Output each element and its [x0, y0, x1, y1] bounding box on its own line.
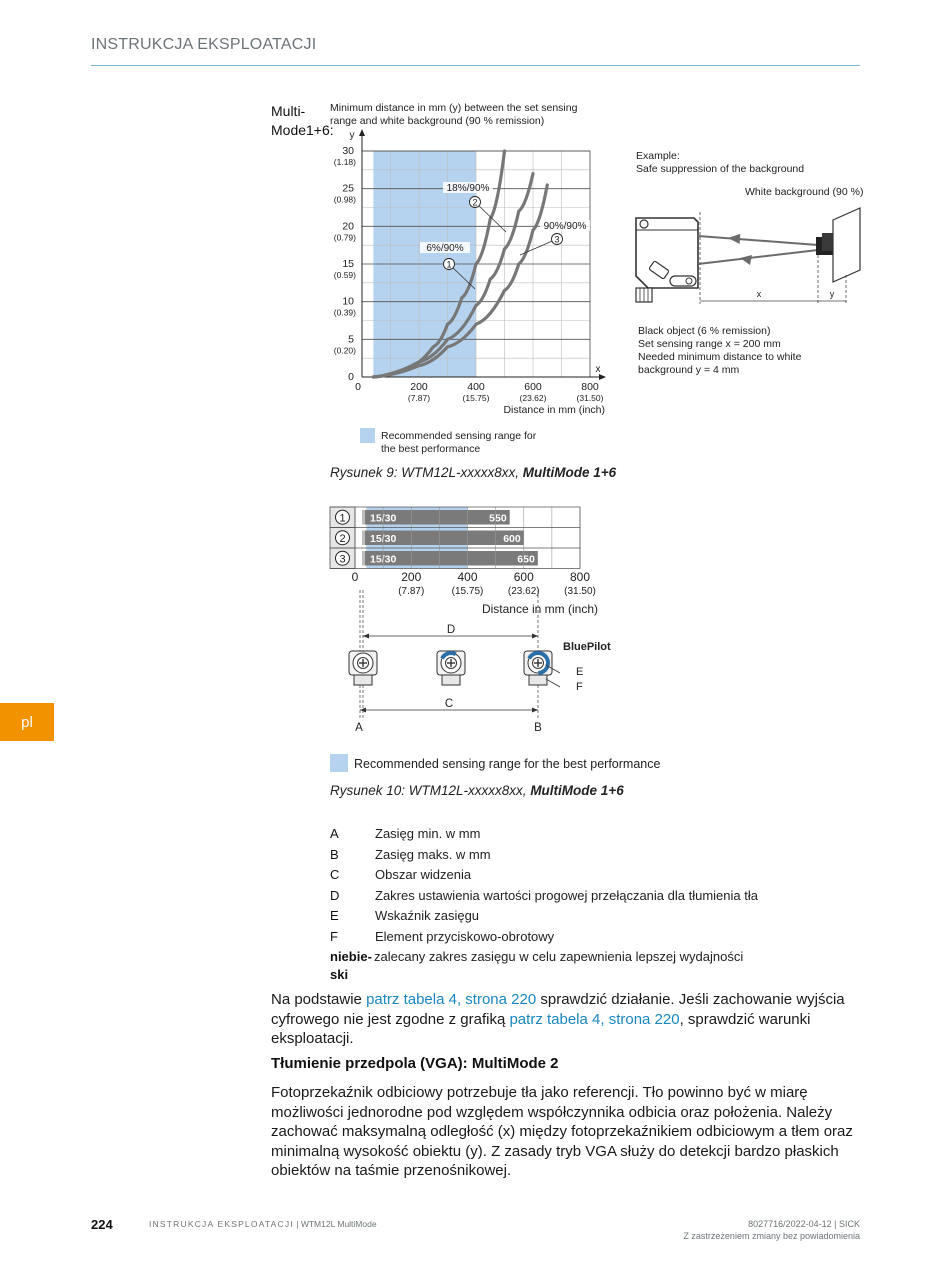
- caption-prefix: Rysunek 9: WTM12L-xxxxx8xx,: [330, 465, 523, 480]
- y-tick-label: 0: [348, 371, 354, 383]
- x-axis-label: x: [595, 364, 601, 375]
- footer-reference: [683, 1218, 860, 1242]
- definition-row: [330, 928, 860, 949]
- x-tick-label: 800: [569, 570, 591, 584]
- knob-base: [354, 675, 372, 685]
- label-D: D: [446, 624, 456, 636]
- page-header-title: INSTRUKCJA EKSPLOATACJI: [91, 36, 317, 53]
- bluepilot-knob-icon: [437, 651, 465, 685]
- legend-text: Recommended sensing range for the best performance: [381, 430, 537, 455]
- x-tick-label: 600: [524, 381, 542, 393]
- dim-x-label: x: [756, 289, 762, 299]
- label-E: E: [576, 666, 584, 678]
- max-range-label: 650: [517, 553, 535, 566]
- y-tick-sublabel: (1.18): [333, 157, 356, 167]
- dim-y-label: y: [829, 289, 835, 299]
- min-range-marker: [362, 510, 365, 525]
- label-B: B: [534, 722, 542, 734]
- mode-label: Multi-Mode1+6:: [271, 103, 334, 138]
- footer-doc-name: INSTRUKCJA EKSPLOATACJI: [149, 1219, 294, 1229]
- curve-leader-line: [520, 239, 557, 255]
- example-note: Set sensing range x = 200 mm: [638, 338, 781, 350]
- definition-term: niebie-ski: [330, 949, 372, 982]
- x-tick-sublabel: (31.50): [576, 393, 604, 403]
- x-tick-sublabel: (15.75): [462, 393, 490, 403]
- definition-term: B: [330, 846, 339, 862]
- curve-label: 18%/90%: [446, 183, 490, 194]
- x-tick-label: 200: [401, 570, 422, 584]
- white-background-label: White background (90 %): [745, 186, 864, 198]
- label-F: F: [576, 681, 583, 693]
- min-range-label: 15/30: [370, 553, 397, 566]
- paragraph-text: sprawdzić działanie. Jeśli zachowanie wyjścia cyfrowego nie jest zgodne z grafiką: [271, 991, 845, 1028]
- table-link[interactable]: patrz tabela 4, strona 220: [366, 991, 537, 1008]
- definition-row: [330, 846, 860, 867]
- definition-desc: Zasięg maks. w mm: [375, 846, 491, 862]
- x-tick-label: 200: [410, 381, 428, 393]
- curve-label: 90%/90%: [543, 221, 587, 232]
- y-tick-label: 5: [348, 333, 354, 346]
- min-range-marker: [362, 551, 365, 566]
- curve-label: 6%/90%: [426, 243, 464, 254]
- figure10-caption: [330, 783, 624, 798]
- figure10-diagram: [328, 505, 628, 745]
- x-tick-sublabel: (7.87): [398, 586, 425, 597]
- y-tick-label: 15: [342, 258, 354, 270]
- min-range-label: 15/30: [370, 512, 397, 525]
- paragraph-vga: Fotoprzekaźnik odbiciowy potrzebuje tła jako referencji. Tło powinno być w miarę możliwości jednorodne pod względem współczynnika odbicia oraz położenia. Należy zachować maksymalną odległość (x) między fotoprzekaźnikiem odbiciowym a tłem oraz minimalną wysokość obiektu (y). Z zasady tryb VGA służy do detekcji bardzo płaskich obiektów na taśmie przenośnikowej.: [271, 1084, 853, 1179]
- x-tick-label: 600: [513, 570, 534, 584]
- x-tick-label: 800: [581, 381, 599, 393]
- header-divider: [91, 65, 860, 66]
- figure9-caption: [330, 465, 616, 480]
- x-tick-sublabel: (15.75): [451, 586, 484, 597]
- label-C: C: [444, 698, 454, 710]
- definition-term: D: [330, 887, 340, 903]
- row-marker-number: 2: [339, 532, 346, 545]
- paragraph-check: [271, 990, 861, 1049]
- figure9-chart: [320, 125, 620, 425]
- legend-swatch: [330, 754, 348, 772]
- x-tick-label: 0: [355, 381, 361, 393]
- y-tick-label: 20: [342, 220, 354, 233]
- definition-row: [330, 907, 860, 928]
- example-diagram: [628, 200, 863, 310]
- definition-desc: Zakres ustawienia wartości progowej przełączania dla tłumienia tła: [375, 887, 758, 903]
- definition-desc: Obszar widzenia: [375, 867, 472, 882]
- definition-term: A: [330, 826, 339, 841]
- definition-term: F: [330, 928, 338, 944]
- definition-desc: Zasięg min. w mm: [375, 826, 481, 841]
- x-tick-sublabel: (23.62): [519, 393, 547, 403]
- page-number: 224: [91, 1217, 113, 1232]
- legend-swatch: [360, 428, 375, 443]
- max-range-label: 550: [489, 512, 507, 525]
- bluepilot-knob-icon: [349, 651, 377, 685]
- language-tab[interactable]: pl: [0, 703, 54, 741]
- definition-desc: zalecany zakres zasięgu w celu zapewnienia lepszej wydajności: [374, 949, 744, 964]
- y-tick-label: 30: [342, 145, 354, 157]
- footer-notice: Z zastrzeżeniem zmiany bez powiadomienia: [683, 1231, 860, 1241]
- x-tick-label: 0: [351, 570, 359, 584]
- curve-leader-line: [475, 202, 506, 232]
- example-subtitle: Safe suppression of the background: [636, 163, 805, 175]
- sensor-illustration: [636, 218, 698, 302]
- range-axis: [352, 570, 598, 616]
- y-tick-sublabel: (0.20): [333, 345, 356, 356]
- y-tick-sublabel: (0.39): [333, 307, 356, 318]
- max-range-label: 600: [503, 532, 521, 545]
- curve-marker-number: 3: [554, 234, 560, 245]
- y-axis-arrow: [359, 129, 365, 136]
- curve-marker-number: 1: [446, 259, 452, 270]
- footer-doc-title: [149, 1219, 377, 1229]
- example-note: Black object (6 % remission): [638, 325, 771, 337]
- caption-bold: MultiMode 1+6: [522, 465, 617, 480]
- footer-doc-product: | WTM12L MultiMode: [293, 1219, 377, 1229]
- definition-row: [330, 948, 860, 984]
- example-note: Needed minimum distance to white background y = 4 mm: [638, 351, 802, 376]
- legend-text: Recommended sensing range for the best performance: [354, 757, 661, 771]
- caption-bold: MultiMode 1+6: [530, 783, 624, 798]
- bluepilot-label: BluePilot: [563, 641, 611, 653]
- y-tick-sublabel: (0.59): [333, 270, 356, 280]
- range-table: [330, 507, 580, 569]
- definition-desc: Wskaźnik zasięgu: [375, 908, 480, 923]
- x-tick-label: 400: [457, 570, 478, 584]
- footer-ref: 8027716/2022-04-12 | SICK: [748, 1219, 860, 1229]
- x-axis-title: Distance in mm (inch): [481, 602, 598, 616]
- label-A: A: [355, 722, 363, 734]
- min-range-label: 15/30: [370, 532, 397, 545]
- paragraph-text: , sprawdzić warunki eksploatacji.: [271, 1010, 811, 1047]
- x-tick-label: 400: [467, 381, 485, 393]
- knob-base: [442, 675, 460, 685]
- y-tick-label: 25: [342, 182, 354, 195]
- x-tick-sublabel: (31.50): [564, 586, 596, 597]
- definition-term: C: [330, 867, 340, 882]
- figure9-description: Minimum distance in mm (y) between the set sensing range and white background (90 % remission): [330, 102, 578, 127]
- y-tick-sublabel: (0.79): [333, 232, 356, 243]
- x-axis-title: Distance in mm (inch): [503, 404, 605, 416]
- paragraph-text: Na podstawie: [271, 991, 367, 1008]
- example-title: Example:: [636, 150, 680, 162]
- definition-row: [330, 825, 860, 846]
- knob-base: [529, 675, 547, 685]
- caption-prefix: Rysunek 10: WTM12L-xxxxx8xx,: [330, 783, 531, 798]
- definition-desc: Element przyciskowo-obrotowy: [375, 928, 555, 944]
- definition-list: [330, 825, 860, 984]
- definition-row: [330, 866, 860, 887]
- table-link[interactable]: patrz tabela 4, strona 220: [509, 1010, 680, 1028]
- y-tick-label: 10: [342, 295, 354, 308]
- y-tick-sublabel: (0.98): [333, 194, 356, 205]
- example-notes: [638, 325, 818, 377]
- section-heading: Tłumienie przedpola (VGA): MultiMode 2: [271, 1055, 559, 1072]
- y-axis-label: y: [349, 130, 355, 141]
- curve-marker-number: 2: [472, 197, 478, 208]
- row-marker-number: 3: [339, 553, 346, 566]
- x-tick-sublabel: (7.87): [407, 393, 431, 403]
- min-range-marker: [362, 531, 365, 546]
- example-text: [636, 150, 804, 176]
- row-marker-number: 1: [339, 512, 346, 525]
- x-tick-sublabel: (23.62): [507, 586, 540, 597]
- definition-row: [330, 887, 860, 908]
- definition-term: E: [330, 908, 339, 923]
